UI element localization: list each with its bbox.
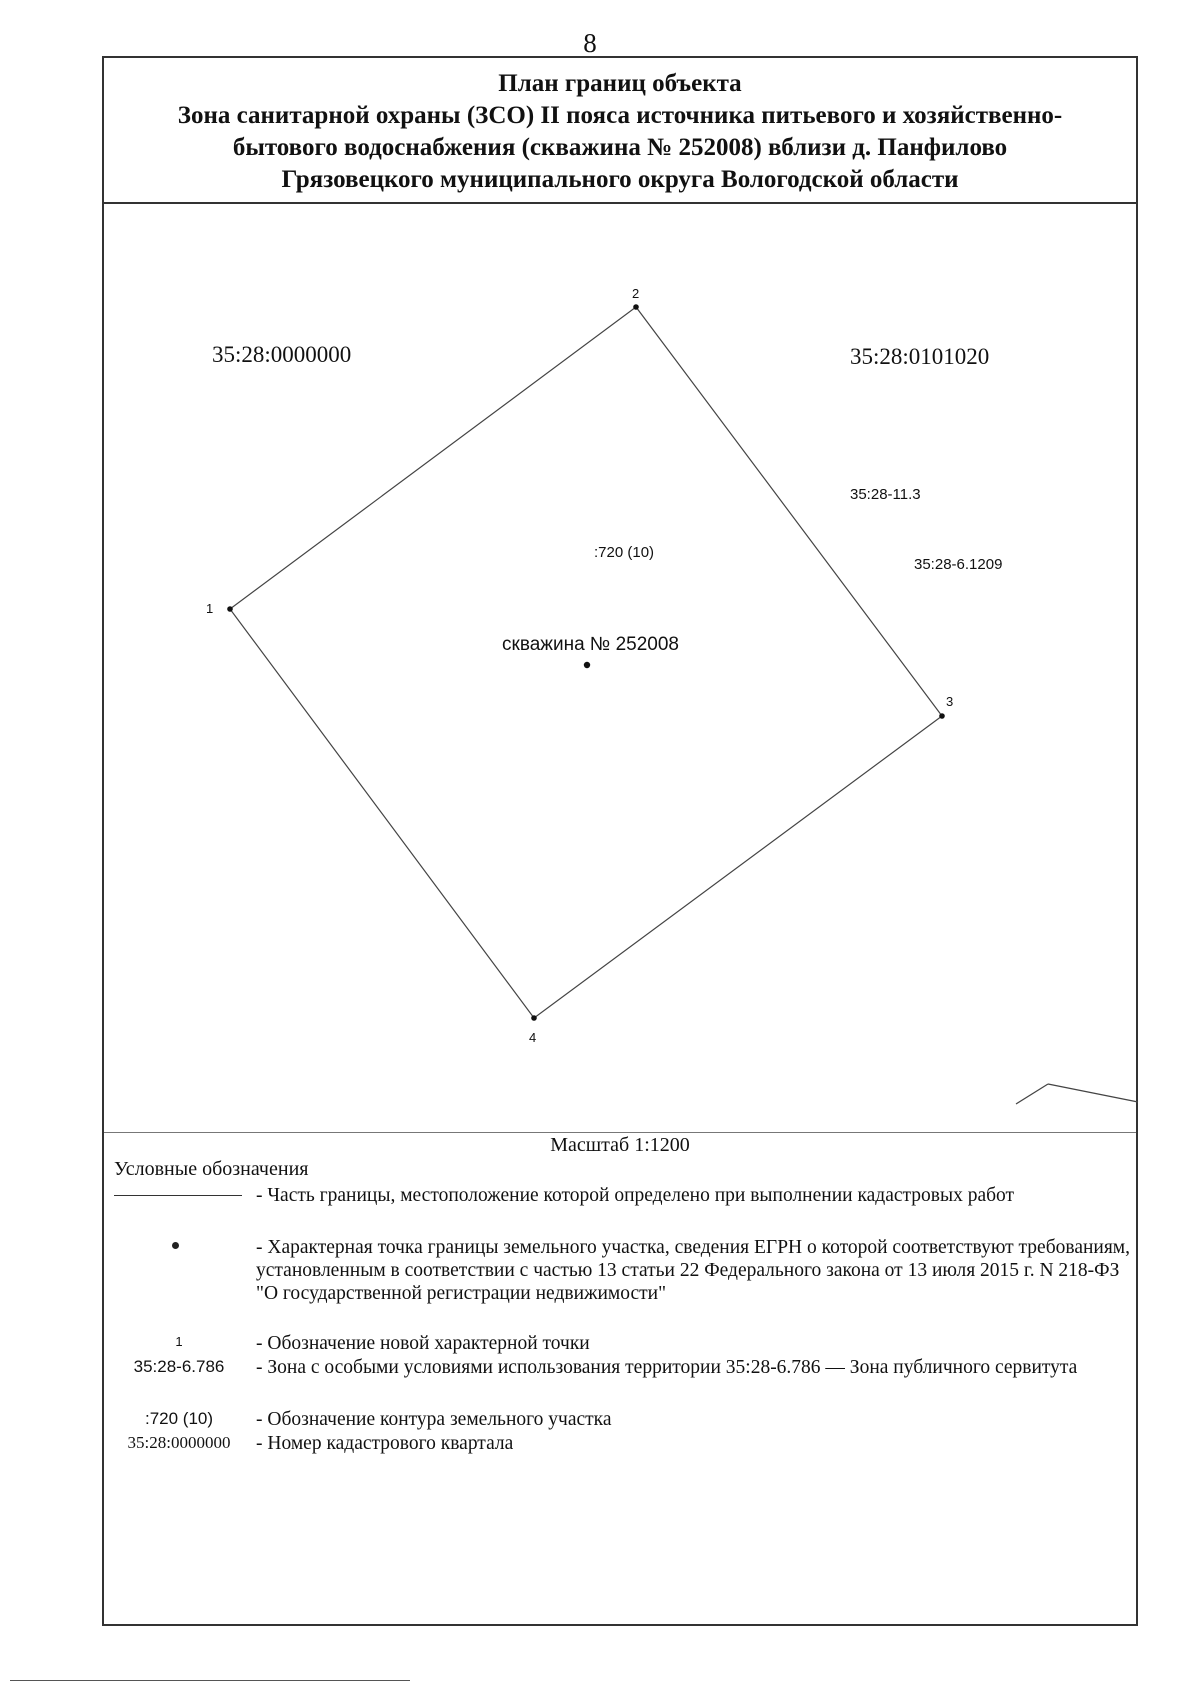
legend-item-text: - Обозначение контура земельного участка [256, 1409, 612, 1430]
point-label-4: 4 [529, 1030, 537, 1045]
boundary-point-4 [531, 1015, 537, 1021]
point-label-1: 1 [206, 601, 214, 616]
legend-symbol: 35:28:0000000 [127, 1433, 231, 1452]
legend-item-text: - Номер кадастрового квартала [256, 1433, 514, 1454]
zone-label-35-28-11-3: 35:28-11.3 [850, 486, 921, 503]
title-line-4: Грязовецкого муниципального округа Вологодской области [281, 166, 959, 193]
contour-label: :720 (10) [594, 544, 655, 561]
legend-symbol: :720 (10) [144, 1409, 214, 1428]
boundary-point-1 [227, 606, 233, 612]
point-label-2: 2 [632, 286, 640, 301]
neighbor-boundary-line [1016, 1084, 1048, 1104]
scale-label: Масштаб 1:1200 [550, 1134, 690, 1156]
legend-point-symbol [172, 1242, 179, 1249]
legend-item-text: - Характерная точка границы земельного участка, сведения ЕГРН о которой соответствуют требованиям, установленным в соответствии с частью 13 статьи 22 Федерального закона от 13 июля 2015 г. N 218-ФЗ "О государственной регистрации недвижимости" [256, 1237, 1131, 1304]
bottom-rule [10, 1680, 410, 1681]
boundary-point-2 [633, 304, 639, 310]
plan-frame [102, 56, 1138, 1626]
legend-symbol: 1 [175, 1334, 183, 1349]
point-label-3: 3 [946, 694, 954, 709]
title-line-2: Зона санитарной охраны (ЗСО) II пояса источника питьевого и хозяйственно- [177, 102, 1063, 129]
quarter-label-right: 35:28:0101020 [850, 344, 990, 369]
legend-title: Условные обозначения [114, 1158, 309, 1180]
legend-item-text: - Часть границы, местоположение которой определено при выполнении кадастровых работ [256, 1185, 1015, 1206]
well-point [584, 662, 590, 668]
zone-label-35-28-6-1209: 35:28-6.1209 [914, 556, 1003, 573]
page-number: 8 [583, 28, 597, 58]
title-block [104, 58, 1136, 204]
title-line-1: План границ объекта [498, 70, 742, 97]
legend-line-symbol [114, 1195, 242, 1196]
legend-symbol: 35:28-6.786 [133, 1357, 225, 1376]
title-line-3: бытового водоснабжения (скважина № 252008) вблизи д. Панфилово [232, 134, 1008, 161]
legend-item-text: - Зона с особыми условиями использования территории 35:28-6.786 — Зона публичного сервитута [256, 1357, 1078, 1378]
boundary-point-3 [939, 713, 945, 719]
neighbor-boundary-line-2 [1048, 1084, 1138, 1102]
scale-separator [104, 1132, 1136, 1133]
well-label: скважина № 252008 [502, 634, 679, 655]
map-area [104, 204, 1136, 1132]
quarter-label-left: 35:28:0000000 [212, 342, 352, 367]
legend-item-text: - Обозначение новой характерной точки [256, 1333, 590, 1354]
